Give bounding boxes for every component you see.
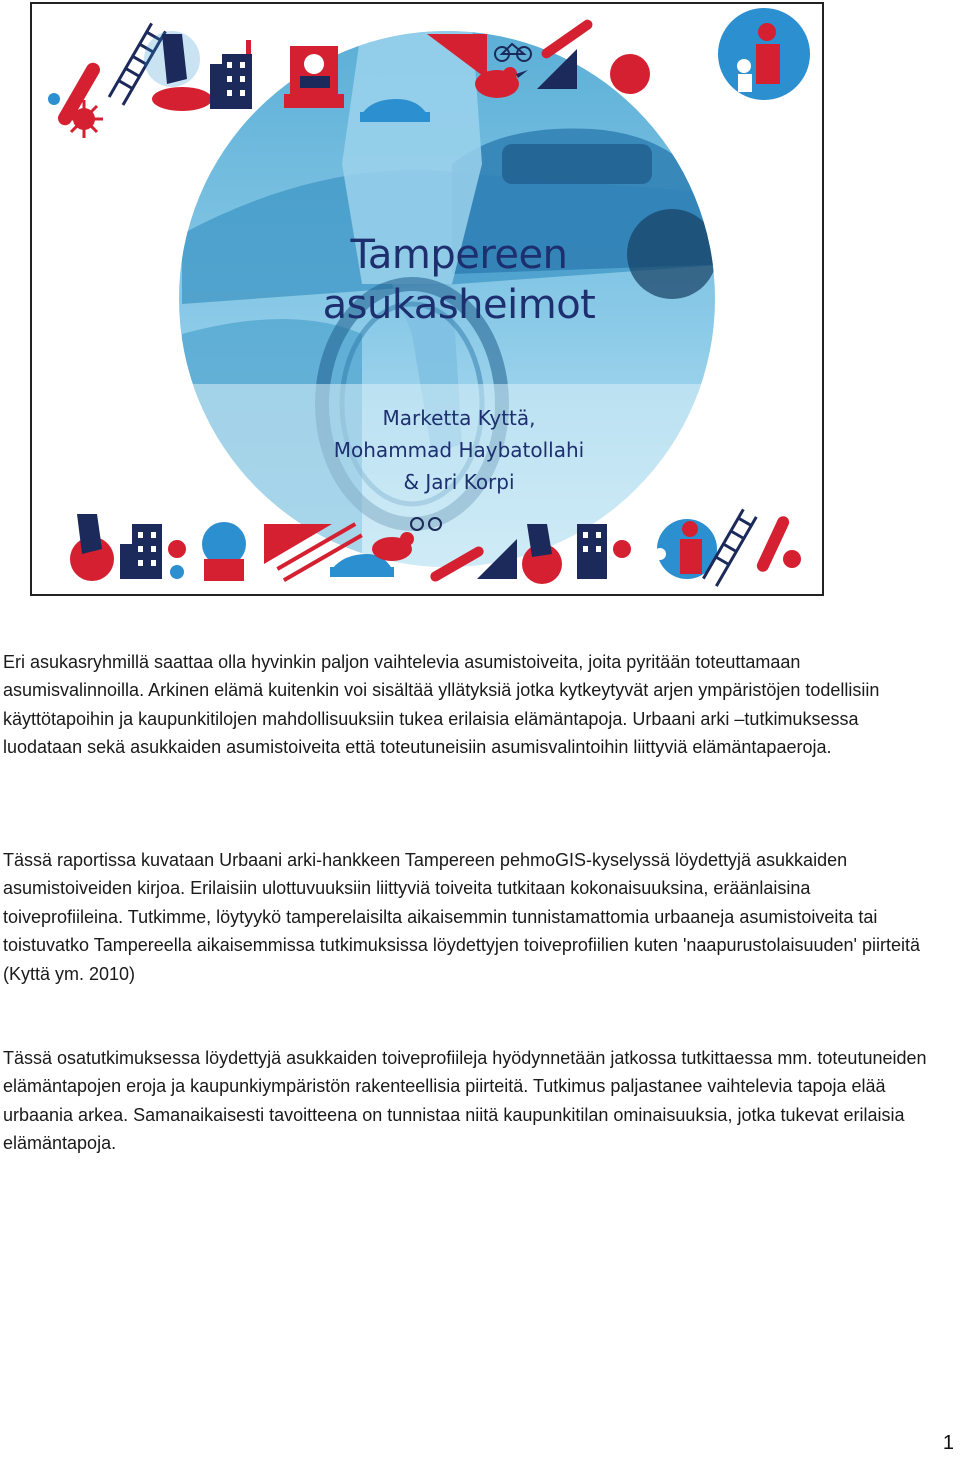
paragraph-subreport <box>3 1044 933 1158</box>
author-line: & Jari Korpi <box>403 470 515 494</box>
cover-authors <box>284 402 634 498</box>
cover-title-line1: Tampereen <box>350 232 568 278</box>
paragraph-text: Tässä raportissa kuvataan Urbaani arki-hankkeen Tampereen pehmoGIS-kyselyssä löydettyjä asukkaiden asumistoiveiden kirjoa. Erilaisiin ulottuvuuksiin liittyviä toiveita tutkitaan kokonaisuuksina, eräänlaisina toiveprofiileina. Tutkimme, löytyykö tamperelaisilta aikaisemmin tunnistamattomia urbaaneja asumistoiveita tai toistuvatko Tampereella aikaisemmissa tutkimuksissa löydettyjen toiveprofiilien kuten 'naapurustolaisuuden' piirteitä (Kyttä ym. 2010) <box>3 850 921 984</box>
cover-image <box>30 2 824 596</box>
paragraph-intro <box>3 648 933 762</box>
page-number: 1 <box>942 1432 954 1454</box>
cover-title-line2: asukasheimot <box>322 282 596 328</box>
paragraph-text: Eri asukasryhmillä saattaa olla hyvinkin paljon vaihtelevia asumistoiveita, joita pyritään toteuttamaan asumisvalinnoilla. Arkinen elämä kuitenkin voi sisältää yllätyksiä jotka kytkeytyvät arjen ympäristöjen todellisiin käyttötapoihin ja kaupunkitilojen mahdollisuuksiin tukea erilaisia elämäntapoja. Urbaani arki –tutkimuksessa luodataan sekä asukkaiden asumistoiveita että toteutuneisiin asumisvalintoihin liittyviä elämäntapaeroja. <box>3 652 880 758</box>
author-line: Mohammad Haybatollahi <box>333 438 585 462</box>
paragraph-text: Tässä osatutkimuksessa löydettyjä asukkaiden toiveprofiileja hyödynnetään jatkossa tutkittaessa mm. toteutuneiden elämäntapojen eroja ja kaupunkiympäristön rakenteellisia piirteitä. Tutkimus paljastanee vaihtelevia tapoja elää urbaania arkea. Samanaikaisesti tavoitteena on tunnistaa niitä kaupunkitilan ominaisuuksia, jotka tukevat erilaisia elämäntapoja. <box>3 1048 927 1154</box>
paragraph-report <box>3 846 933 988</box>
cover-title <box>294 230 624 330</box>
author-line: Marketta Kyttä, <box>382 406 536 430</box>
